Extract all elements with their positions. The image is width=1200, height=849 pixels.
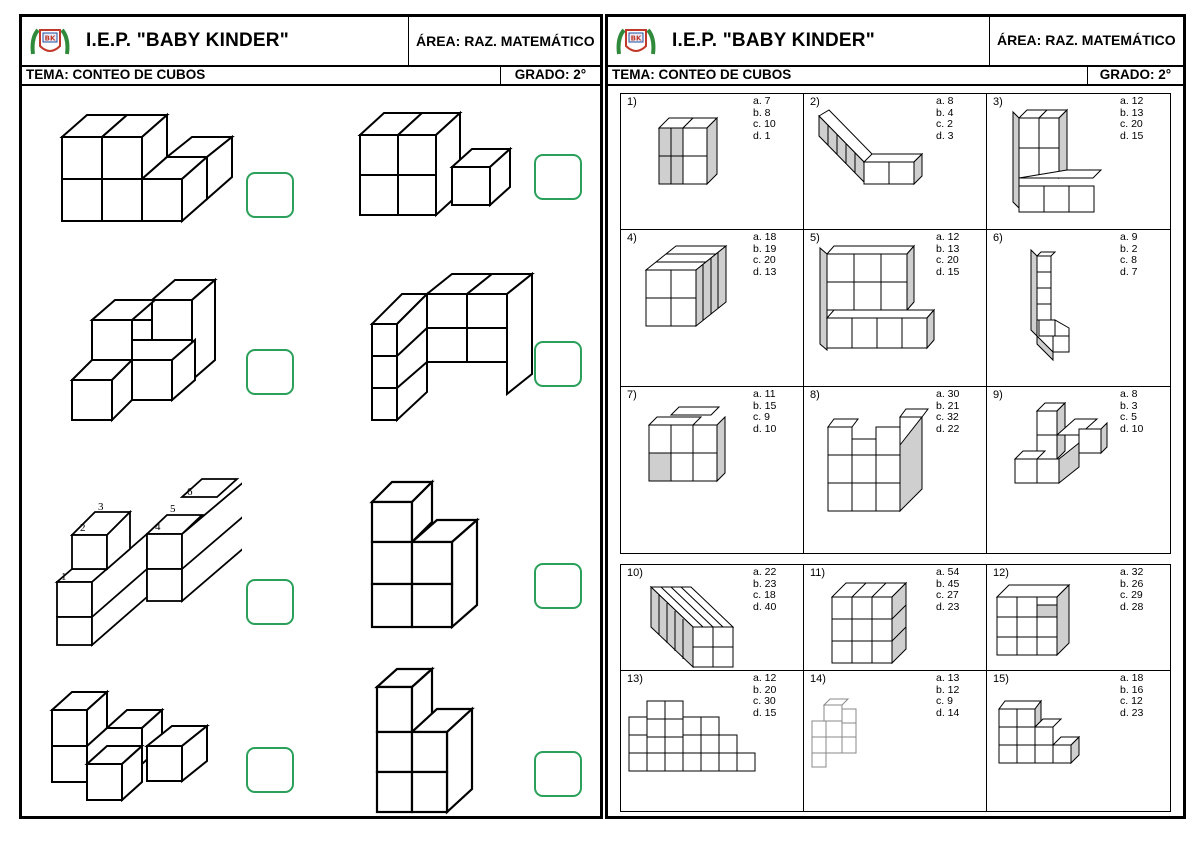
answer-box-3[interactable] [246,349,294,395]
answer-options [936,567,974,613]
option-b[interactable]: b. 19 [753,242,777,255]
exercise-number: 4) [627,232,637,244]
answer-box-2[interactable] [534,154,582,200]
cube-figure-ex7 [641,401,751,491]
option-a[interactable]: a. 32 [1120,566,1144,578]
answer-options [1120,389,1158,435]
option-c[interactable]: c. 29 [1120,589,1143,601]
cube-figure-3 [67,262,247,427]
option-c[interactable]: c. 20 [753,254,776,266]
exercise-cell-6 [987,230,1170,387]
cube-figure-ex11 [822,577,932,669]
sheet-subheader [22,65,600,86]
cube-figure-5 [52,457,242,647]
option-b[interactable]: b. 3 [1120,399,1138,412]
option-a[interactable]: a. 8 [1120,388,1138,400]
answer-options [1120,673,1158,719]
cube-figure-ex14 [808,695,878,775]
option-d[interactable]: d. 40 [753,600,777,613]
exercise-cell-7 [621,387,804,553]
option-b[interactable]: b. 26 [1120,577,1144,590]
exercise-cell-15 [987,671,1170,811]
option-a[interactable]: a. 18 [1120,672,1144,684]
exercise-number: 1) [627,96,637,108]
option-c[interactable]: c. 30 [753,695,776,707]
option-c[interactable]: c. 27 [936,589,959,601]
cube-figure-ex1 [649,108,744,198]
cube-figure-2 [352,97,532,227]
option-d[interactable]: d. 15 [1120,129,1144,142]
option-a[interactable]: a. 30 [936,388,960,400]
option-b[interactable]: b. 13 [1120,106,1144,119]
option-d[interactable]: d. 14 [936,706,960,719]
answer-options [753,389,791,435]
option-d[interactable]: d. 1 [753,129,771,142]
step-number: 5 [170,503,176,515]
step-number: 1 [61,571,67,583]
exercise-cell-14 [804,671,987,811]
sheet-header [22,17,600,67]
option-a[interactable]: a. 12 [936,231,960,243]
option-b[interactable]: b. 23 [753,577,777,590]
option-a[interactable]: a. 12 [1120,95,1144,107]
step-number: 3 [98,501,104,513]
exercise-number: 7) [627,389,637,401]
exercise-cell-10 [621,565,804,671]
cube-figure-ex8 [818,397,943,517]
cube-figure-6 [367,472,537,637]
exercise-number: 10) [627,567,643,579]
option-d[interactable]: d. 15 [936,265,960,278]
school-logo-icon [30,24,70,58]
worksheet-right [605,14,1186,819]
exercise-grid-top [620,93,1171,554]
topic-label: TEMA: CONTEO DE CUBOS [612,67,792,82]
cube-figure-8 [372,657,532,822]
cube-figure-ex4 [641,240,751,340]
exercise-number: 5) [810,232,820,244]
grade-label: GRADO: 2° [500,65,600,84]
exercise-number: 11) [810,567,826,579]
exercise-number: 6) [993,232,1003,244]
option-b[interactable]: b. 16 [1120,683,1144,696]
option-a[interactable]: a. 22 [753,566,777,578]
exercise-number: 2) [810,96,820,108]
worksheet-left [19,14,603,819]
exercise-cell-5 [804,230,987,387]
cube-figure-ex5 [812,240,942,370]
option-a[interactable]: a. 8 [936,95,954,107]
cube-figure-ex13 [625,697,760,777]
answer-box-5[interactable] [246,579,294,625]
option-c[interactable]: c. 9 [753,411,770,423]
exercise-cell-9 [987,387,1170,553]
exercise-cell-4 [621,230,804,387]
option-a[interactable]: a. 7 [753,95,771,107]
answer-box-6[interactable] [534,563,582,609]
answer-options [753,232,791,278]
sheet-header [608,17,1183,67]
topic-label: TEMA: CONTEO DE CUBOS [26,67,206,82]
subject-area: ÁREA: RAZ. MATEMÁTICO [989,17,1183,65]
option-b[interactable]: b. 20 [753,683,777,696]
exercise-number: 9) [993,389,1003,401]
option-c[interactable]: c. 2 [936,118,953,130]
grade-label: GRADO: 2° [1087,65,1183,84]
option-b[interactable]: b. 45 [936,577,960,590]
cube-figure-ex12 [993,577,1093,657]
answer-options [936,96,974,142]
option-d[interactable]: d. 23 [936,600,960,613]
option-b[interactable]: b. 2 [1120,242,1138,255]
option-b[interactable]: b. 21 [936,399,960,412]
option-a[interactable]: a. 12 [753,672,777,684]
cube-figure-7 [47,682,217,812]
cube-figure-ex10 [641,575,751,670]
option-a[interactable]: a. 13 [936,672,960,684]
option-c[interactable]: c. 12 [1120,695,1143,707]
step-number: 4 [155,521,161,533]
option-c[interactable]: c. 20 [1120,118,1143,130]
option-d[interactable]: d. 15 [753,706,777,719]
exercise-grid-bottom [620,564,1171,812]
step-number: 2 [80,522,86,534]
exercise-number: 13) [627,673,643,685]
answer-box-8[interactable] [534,751,582,797]
option-c[interactable]: c. 5 [1120,411,1137,423]
cube-figure-4 [367,262,542,427]
school-name: I.E.P. "BABY KINDER" [86,30,289,51]
answer-options [936,673,974,719]
exercise-cell-13 [621,671,804,811]
option-a[interactable]: a. 9 [1120,231,1138,243]
exercise-cell-8 [804,387,987,553]
option-b[interactable]: b. 13 [936,242,960,255]
answer-options [1120,567,1158,613]
exercise-cell-2 [804,94,987,230]
answer-box-4[interactable] [534,341,582,387]
option-d[interactable]: d. 3 [936,129,954,142]
cube-figure-ex15 [993,695,1103,775]
cube-figure-ex9 [1007,397,1117,497]
answer-box-1[interactable] [246,172,294,218]
exercise-number: 12) [993,567,1009,579]
option-a[interactable]: a. 11 [753,388,776,400]
school-name: I.E.P. "BABY KINDER" [672,30,875,51]
answer-options [753,567,791,613]
option-c[interactable]: c. 20 [936,254,959,266]
exercise-cell-12 [987,565,1170,671]
answer-box-7[interactable] [246,747,294,793]
logo-letters: BK [630,34,642,43]
option-d[interactable]: d. 22 [936,422,960,435]
exercise-number: 3) [993,96,1003,108]
option-d[interactable]: d. 7 [1120,265,1138,278]
option-d[interactable]: d. 10 [753,422,777,435]
cube-figure-ex6 [1017,244,1097,369]
option-b[interactable]: b. 4 [936,106,954,119]
option-b[interactable]: b. 12 [936,683,960,696]
option-a[interactable]: a. 18 [753,231,777,243]
option-b[interactable]: b. 8 [753,106,771,119]
step-number: 6 [187,486,193,498]
option-c[interactable]: c. 9 [936,695,953,707]
cube-figure-ex2 [814,104,934,194]
option-d[interactable]: d. 23 [1120,706,1144,719]
option-d[interactable]: d. 28 [1120,600,1144,613]
cube-figure-ex3 [1009,104,1119,224]
cube-figure-1 [52,97,242,227]
exercise-number: 14) [810,673,826,685]
answer-options [753,96,791,142]
answer-options [1120,96,1158,142]
option-a[interactable]: a. 54 [936,566,960,578]
option-c[interactable]: c. 18 [753,589,776,601]
option-c[interactable]: c. 32 [936,411,959,423]
option-d[interactable]: d. 13 [753,265,777,278]
exercise-number: 8) [810,389,820,401]
subject-area: ÁREA: RAZ. MATEMÁTICO [408,17,600,65]
school-logo-icon [616,24,656,58]
logo-letters: BK [44,34,56,43]
exercise-cell-3 [987,94,1170,230]
answer-options [1120,232,1158,278]
exercise-cell-1 [621,94,804,230]
option-b[interactable]: b. 15 [753,399,777,412]
sheet-subheader [608,65,1183,86]
option-c[interactable]: c. 10 [753,118,776,130]
option-c[interactable]: c. 8 [1120,254,1137,266]
option-d[interactable]: d. 10 [1120,422,1144,435]
exercise-number: 15) [993,673,1009,685]
exercise-cell-11 [804,565,987,671]
